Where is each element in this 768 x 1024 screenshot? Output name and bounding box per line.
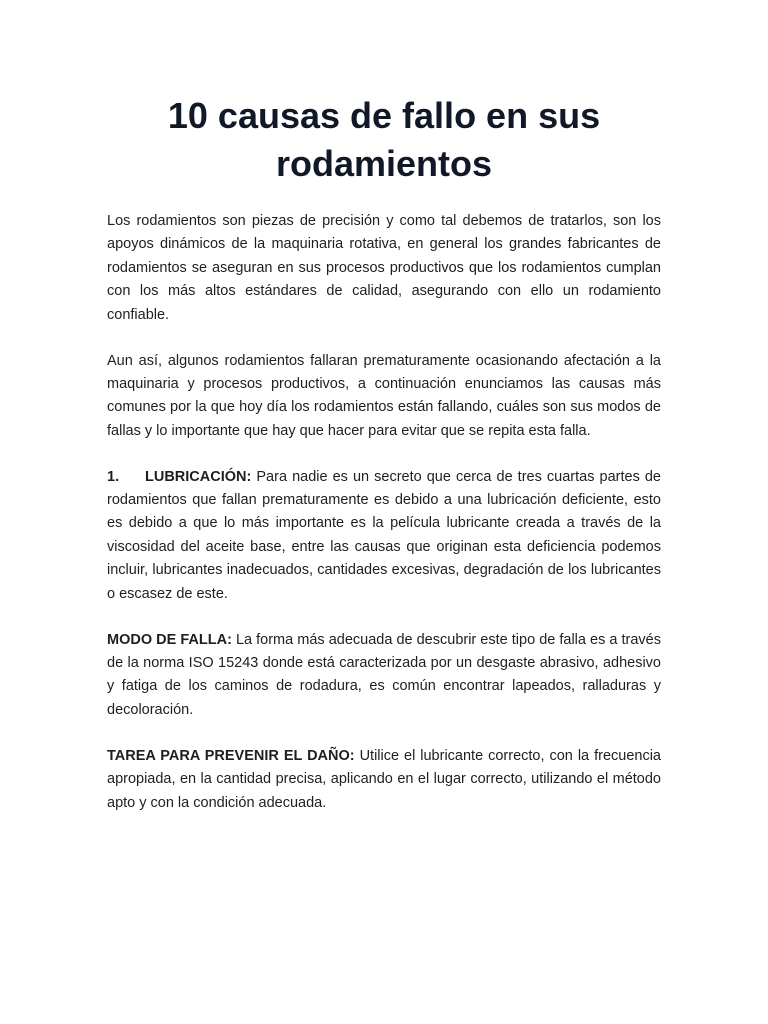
prevention-paragraph xyxy=(107,745,661,815)
failure-mode-paragraph xyxy=(107,629,661,723)
document-page xyxy=(107,92,661,837)
section-heading: LUBRICACIÓN: xyxy=(145,468,252,485)
document-title: 10 causas de fallo en sus rodamientos xyxy=(167,95,601,184)
prevention-text: Utilice el lubricante correcto, con la frecuencia apropiada, en la cantidad precisa, aplicando en el lugar correcto, utilizando el método apto y con la condición adecuada. xyxy=(107,747,661,811)
prevention-label: TAREA PARA PREVENIR EL DAÑO: xyxy=(107,747,355,764)
failure-mode-text: La forma más adecuada de descubrir este tipo de falla es a través de la norma ISO 15243 donde está caracterizada por un desgaste abrasivo, adhesivo y fatiga de los caminos de rodadura, es común encontrar lapeados, ralladuras y decoloración. xyxy=(107,631,661,718)
section-number: 1. xyxy=(107,468,120,485)
failure-mode-label: MODO DE FALLA: xyxy=(107,631,232,648)
intro-paragraph-2: Aun así, algunos rodamientos fallaran prematuramente ocasionando afectación a la maquinaria y procesos productivos, a continuación enunciamos las causas más comunes por la que hoy día los rodamientos están fallando, cuáles son sus modos de fallas y lo importante que hay que hacer para evitar que se repita esta falla. xyxy=(107,352,661,439)
section-text: Para nadie es un secreto que cerca de tres cuartas partes de rodamientos que fallan prematuramente es debido a una lubricación deficiente, esto es debido a que lo más importante es la película lubricante creada a través de la viscosidad del aceite base, entre las causas que originan esta deficiencia podemos incluir, lubricantes inadecuados, cantidades excesivas, degradación de los lubricantes o escasez de este. xyxy=(107,468,661,602)
section-lubricacion-paragraph xyxy=(107,466,661,606)
intro-paragraph-1: Los rodamientos son piezas de precisión y como tal debemos de tratarlos, son los apoyos dinámicos de la maquinaria rotativa, en general los grandes fabricantes de rodamientos se aseguran en sus procesos productivos que los rodamientos cumplan con los más altos estándares de calidad, asegurando con ello un rodamiento confiable. xyxy=(107,213,661,323)
